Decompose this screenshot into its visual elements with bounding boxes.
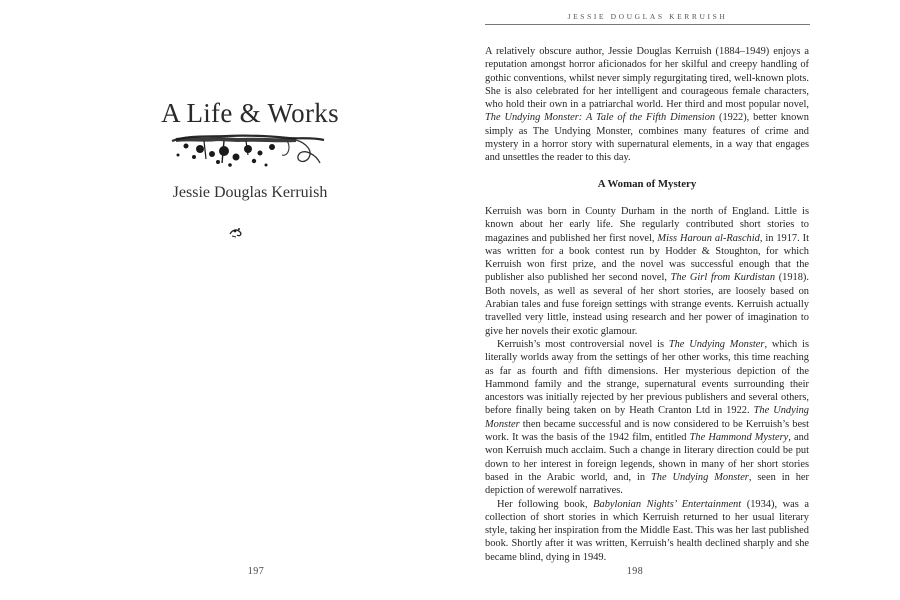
book-title-italic: The Girl from Kurdistan xyxy=(670,272,776,284)
text-run: Kerruish was born in County Durham in the north of England. Little is known about her early life. She regularly contributed short stories to magazines and published her first novel, xyxy=(485,205,809,244)
text-run: (1918). Both novels, as well as several of her short stories, are loosely based on Arabian tales and fuse foreign settings with strange events. Kerruish actually travelled very little, instead using research and her power of imagination to give her novels their exotic glamour. xyxy=(485,272,809,337)
text-run: (1934), was a collection of short stories in which Kerruish returned to her usual literary style, taking her inspiration from the Middle East. This was her last published book. Shortly after it was written, Kerruish’s health declined sharply and she became blind, dying in 1949. xyxy=(485,498,810,563)
book-title-italic: Miss Haroun al-Raschid xyxy=(657,232,760,244)
section-heading: A Woman of Mystery xyxy=(597,177,697,190)
book-title-italic: The Undying Monster xyxy=(651,471,749,483)
right-page xyxy=(450,0,900,600)
text-run: , and won Kerruish much acclaim. Such a change in literary direction could be put down to her interest in foreign legends, shown in many of her short stories based in the Arabic world, and, in xyxy=(485,432,809,483)
page-number-right: 198 xyxy=(626,566,644,577)
author-name: Jessie Douglas Kerruish xyxy=(172,184,328,201)
chapter-title: A Life & Works xyxy=(161,98,339,128)
body-paragraph-1 xyxy=(485,205,809,338)
text-run: (1922), better known simply as The Undying Monster, combines many features of crime and mystery in a horror story with supernatural elements, in a way that engages and unsettles the reader to this day. xyxy=(485,112,810,164)
ink-splash-ornament-icon xyxy=(168,127,328,173)
book-title-italic: Babylonian Nights’ Entertainment xyxy=(593,498,742,510)
text-run: Kerruish’s most controversial novel is xyxy=(497,338,669,350)
title-block xyxy=(150,98,350,129)
text-run: , in 1917. It was written for a book contest run by Hodder & Stoughton, for which Kerruish won first prize, and the novel was successful enough that the publisher also published her second novel, xyxy=(485,232,809,284)
film-title-italic: The Hammond Mystery xyxy=(689,432,789,444)
page-number-left: 197 xyxy=(247,566,265,577)
book-title-italic: The Undying Monster xyxy=(485,405,809,430)
text-run: A relatively obscure author, Jessie Douglas Kerruish (1884–1949) enjoys a reputation amongst horror aficionados for her skilful and creepy handling of gothic conventions, whilst never simply regurgitating tired, well-known plots. She is also celebrated for her intelligent and courageous female characters, who hold their own in a patriarchal world. Her third and most popular novel, xyxy=(485,46,809,111)
book-title-italic: The Undying Monster: A Tale of the Fifth Dimension xyxy=(485,112,716,124)
body-paragraph-3 xyxy=(485,498,809,564)
small-flourish-ornament-icon xyxy=(228,225,244,239)
text-run: , which is literally worlds away from the settings of her other works, this time reaching as far as fourth and fifth dimensions. Her mysterious depiction of the Hammond family and the strange, supernatural events surrounding their ancestors was initially rejected by her previous publishers and several others, before finally being taken on by Heath Cranton Ltd in 1922. xyxy=(485,338,809,417)
intro-paragraph xyxy=(485,45,809,165)
body-paragraph-2 xyxy=(485,338,809,498)
body-text xyxy=(485,45,809,564)
book-title-italic: The Undying Monster xyxy=(668,338,765,350)
text-run: then became successful and is now considered to be Kerruish’s best work. It was the basis of the 1942 film, entitled xyxy=(485,418,809,444)
text-run: , seen in her depiction of werewolf narratives. xyxy=(485,471,809,497)
running-head: JESSIE DOUGLAS KERRUISH xyxy=(485,12,810,25)
text-run: Her following book, xyxy=(497,498,594,510)
